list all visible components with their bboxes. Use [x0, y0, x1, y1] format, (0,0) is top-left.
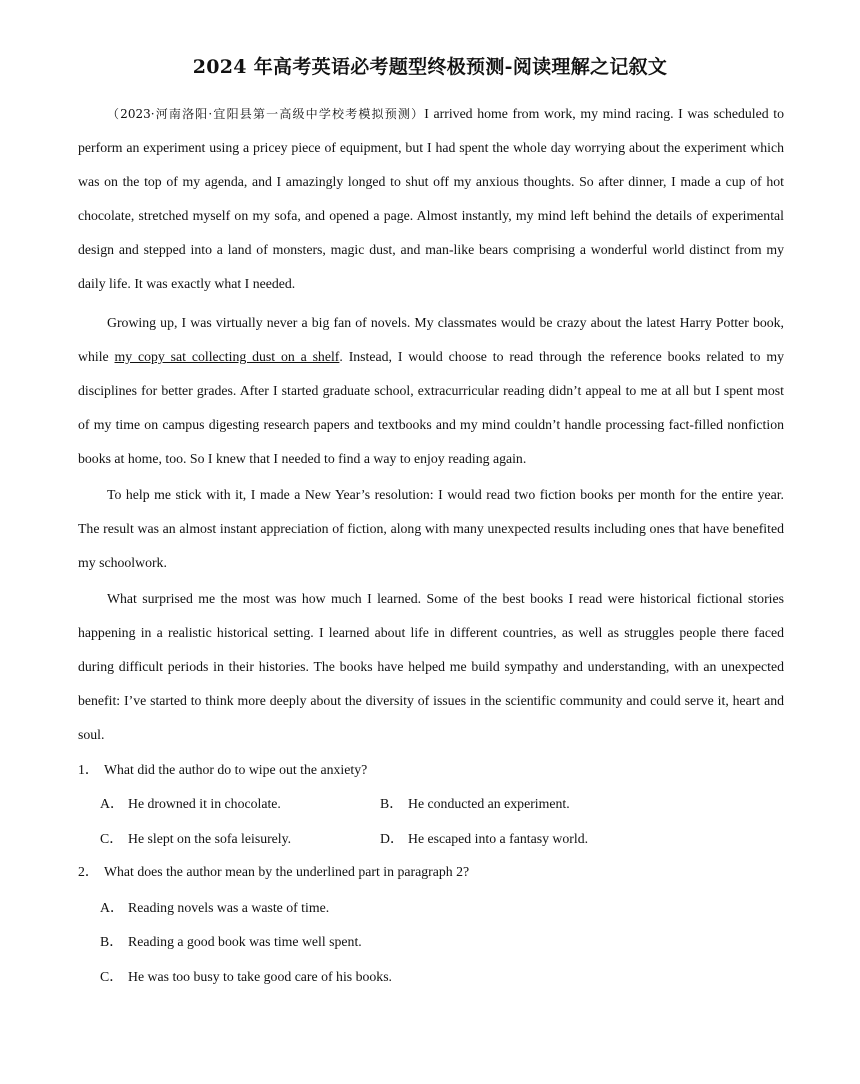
option-2a[interactable]	[100, 898, 329, 918]
option-2c[interactable]	[100, 967, 392, 987]
option-text: He was too busy to take good care of his books.	[128, 969, 393, 984]
option-letter: C．	[100, 969, 123, 984]
paragraph-2-text-before: Growing up, I was virtually never a big fan of novels. My classmates would be crazy about the latest Harry Potter book, while	[78, 315, 784, 364]
option-text: He conducted an experiment.	[408, 796, 570, 811]
page-title: 2024 年高考英语必考题型终极预测-阅读理解之记叙文	[192, 56, 668, 78]
paragraph-4: What surprised me the most was how much I learned. Some of the best books I read were historical fictional stories happening in a realistic historical setting. I learned about life in different countries, as well as struggles people there faced during difficult periods in their histories. The books have helped me build sympathy and understanding, with an unexpected benefit: I’ve started to think more deeply about the diversity of issues in the scientific community and could serve it, heart and soul.	[78, 591, 784, 742]
option-text: Reading novels was a waste of time.	[128, 900, 330, 915]
source-citation: （2023·河南洛阳·宜阳县第一高级中学校考模拟预测）	[107, 107, 425, 121]
option-text: Reading a good book was time well spent.	[128, 934, 362, 949]
option-1b[interactable]	[380, 794, 570, 814]
question-number: 1．	[78, 762, 99, 777]
option-letter: A．	[100, 900, 124, 915]
option-1d[interactable]	[380, 829, 588, 849]
option-letter: C．	[100, 831, 123, 846]
option-letter: D．	[380, 831, 404, 846]
option-letter: B．	[100, 934, 123, 949]
option-letter: A．	[100, 796, 124, 811]
option-text: He escaped into a fantasy world.	[408, 831, 589, 846]
paragraph-1	[78, 97, 784, 301]
paragraph-1-text: I arrived home from work, my mind racing. I was scheduled to perform an experiment using a pricey piece of equipment, but I had spent the whole day worrying about the experiment which was on the top of my agenda, and I amazingly longed to shut off my anxious thoughts. So after dinner, I made a cup of hot chocolate, stretched myself on my sofa, and opened a page. Almost instantly, my mind left behind the details of experimental design and stepped into a land of monsters, magic dust, and man-like bears comprising a wonderful world distinct from my daily life. It was exactly what I needed.	[78, 106, 785, 291]
option-text: He slept on the sofa leisurely.	[128, 831, 292, 846]
paragraph-3: To help me stick with it, I made a New Year’s resolution: I would read two fiction books per month for the entire year. The result was an almost instant appreciation of fiction, along with many unexpected results including ones that have benefited my schoolwork.	[78, 487, 784, 570]
paragraph-2	[78, 306, 784, 476]
option-2b[interactable]	[100, 932, 362, 952]
paragraph-2-text-after: . Instead, I would choose to read through the reference books related to my disciplines for better grades. After I started graduate school, extracurricular reading didn’t appeal to me at all but I spent most of my time on campus digesting research papers and textbooks and my mind couldn’t handle processing fact-filled nonfiction books at home, too. So I knew that I needed to find a way to enjoy reading again.	[78, 349, 784, 466]
question-2	[78, 862, 469, 882]
question-text: What did the author do to wipe out the anxiety?	[104, 762, 368, 777]
question-number: 2．	[78, 864, 99, 879]
question-text: What does the author mean by the underlined part in paragraph 2?	[104, 864, 470, 879]
question-1	[78, 760, 367, 780]
option-1c[interactable]	[100, 829, 291, 849]
underlined-phrase: my copy sat collecting dust on a shelf	[114, 349, 340, 364]
option-text: He drowned it in chocolate.	[128, 796, 281, 811]
option-letter: B．	[380, 796, 403, 811]
option-1a[interactable]	[100, 794, 281, 814]
